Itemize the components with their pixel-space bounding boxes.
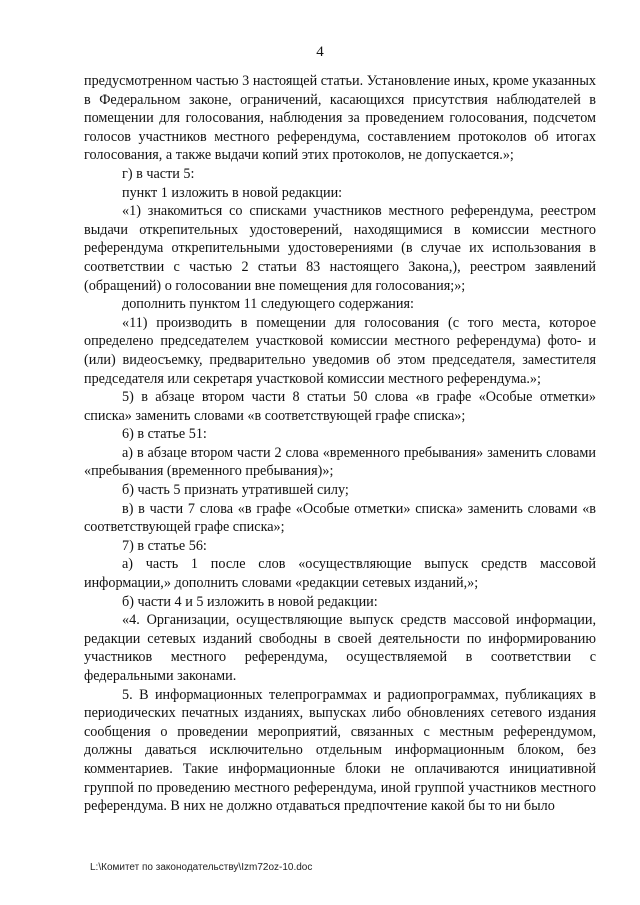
paragraph-item-7a: а) часть 1 после слов «осуществляющие выпуск средств массовой информации,» дополнить словами «редакции сетевых изданий,»;	[84, 556, 596, 592]
paragraph-item-6b: б) часть 5 признать утратившей силу;	[122, 482, 349, 499]
paragraph-quoted-part-4: «4. Организации, осуществляющие выпуск средств массовой информации, редакции сетевых изданий свободны в своей деятельности по информированию участников местного референдума, осуществляемой в соответствии с федеральными законами.	[84, 612, 596, 684]
paragraph-continuation: предусмотренном частью 3 настоящей статьи. Установление иных, кроме указанных в Федеральном законе, ограничений, касающихся присутствия наблюдателей в помещении для голосования, наблюдения за проведением голосования, подсчетом голосов участников местного референдума, составлением протоколов об итогах голосования, а также выдачи копий этих протоколов, не допускается.»;	[84, 73, 596, 164]
paragraph-quoted-point-1: «1) знакомиться со списками участников местного референдума, реестром выдачи открепительных удостоверений, находящимися в комиссии местного референдума открепительными удостоверениями (в случае их использования в соответствии с частью 2 статьи 83 настоящего Закона,), реестром заявлений (обращений) о голосовании вне помещения для голосования;»;	[84, 203, 596, 294]
paragraph-item-5: 5) в абзаце втором части 8 статьи 50 слова «в графе «Особые отметки» списка» заменить словами «в соответствующей графе списка»;	[84, 389, 596, 424]
paragraph-point-1-intro: пункт 1 изложить в новой редакции:	[122, 184, 343, 201]
paragraph-quoted-part-5: 5. В информационных телепрограммах и радиопрограммах, публикациях в периодических печатных изданиях, выпусках либо обновлениях сетевого издания сообщения о проведении мероприятий, связанных с местным референдумом, должны даваться исключительно отдельным информационным блоком, без комментариев. Такие информационные блоки не оплачиваются инициативной группой по проведению местного референдума, иной группой участников местного референдума. В них не должно отдаваться предпочтение какой бы то ни было	[84, 686, 596, 815]
paragraph-item-6a: а) в абзаце втором части 2 слова «временного пребывания» заменить словами «пребывания (временного пребывания)»;	[84, 444, 596, 480]
paragraph-item-g: г) в части 5:	[122, 165, 195, 182]
paragraph-item-7b: б) части 4 и 5 изложить в новой редакции:	[122, 593, 378, 610]
document-body	[84, 72, 596, 816]
paragraph-quoted-point-11: «11) производить в помещении для голосования (с того места, которое определено председателем участковой комиссии местного референдума) фото- и (или) видеосъемку, предварительно уведомив об этом председателя, заместителя председателя или секретаря участковой комиссии местного референдума.»;	[84, 314, 596, 387]
file-path-footer: L:\Комитет по законодательству\Izm72oz-10.doc	[90, 862, 313, 873]
paragraph-item-7: 7) в статье 56:	[122, 537, 207, 554]
page-number: 4	[316, 44, 324, 60]
paragraph-item-6: 6) в статье 51:	[122, 426, 207, 443]
paragraph-point-11-intro: дополнить пунктом 11 следующего содержания:	[122, 296, 414, 313]
paragraph-item-6v: в) в части 7 слова «в графе «Особые отметки» списка» заменить словами «в соответствующей графе списка»;	[84, 500, 596, 536]
